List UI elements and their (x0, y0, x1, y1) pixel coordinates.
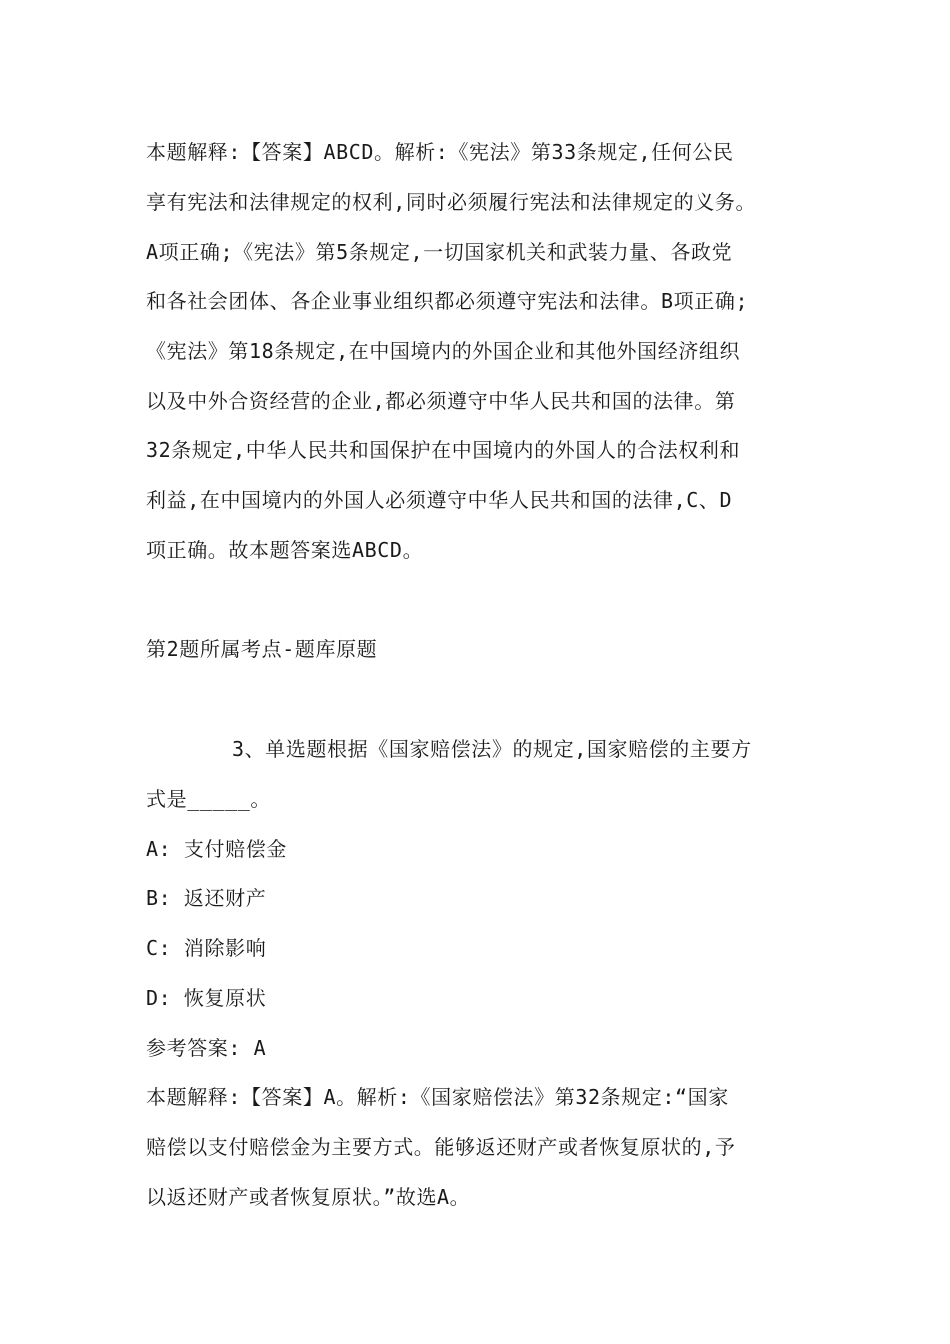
explanation-line: 以及中外合资经营的企业,都必须遵守中华人民共和国的法律。第 (146, 389, 736, 413)
explanation-line: 享有宪法和法律规定的权利,同时必须履行宪法和法律规定的义务。 (146, 190, 757, 214)
option-d: D: 恢复原状 (146, 986, 267, 1010)
option-b: B: 返还财产 (146, 886, 267, 910)
question-stem: 3、单选题根据《国家赔偿法》的规定,国家赔偿的主要方 (232, 737, 752, 761)
explanation-line: 项正确。故本题答案选ABCD。 (146, 538, 424, 562)
answer-explanation-line: 本题解释:【答案】A。解析:《国家赔偿法》第32条规定:“国家 (146, 1085, 729, 1109)
explanation-line: 本题解释:【答案】ABCD。解析:《宪法》第33条规定,任何公民 (146, 140, 734, 164)
explanation-line: A项正确;《宪法》第5条规定,一切国家机关和武装力量、各政党 (146, 240, 733, 264)
reference-answer: 参考答案: A (146, 1036, 267, 1060)
answer-explanation-line: 以返还财产或者恢复原状。”故选A。 (146, 1185, 471, 1209)
question-stem-continued: 式是_____。 (146, 787, 272, 811)
explanation-line: 《宪法》第18条规定,在中国境内的外国企业和其他外国经济组织 (146, 339, 741, 363)
explanation-line: 利益,在中国境内的外国人必须遵守中华人民共和国的法律,C、D (146, 488, 733, 512)
option-a: A: 支付赔偿金 (146, 837, 287, 861)
option-c: C: 消除影响 (146, 936, 267, 960)
topic-heading: 第2题所属考点-题库原题 (146, 637, 378, 661)
answer-explanation-line: 赔偿以支付赔偿金为主要方式。能够返还财产或者恢复原状的,予 (146, 1135, 736, 1159)
explanation-line: 32条规定,中华人民共和国保护在中国境内的外国人的合法权利和 (146, 438, 741, 462)
explanation-line: 和各社会团体、各企业事业组织都必须遵守宪法和法律。B项正确; (146, 289, 749, 313)
